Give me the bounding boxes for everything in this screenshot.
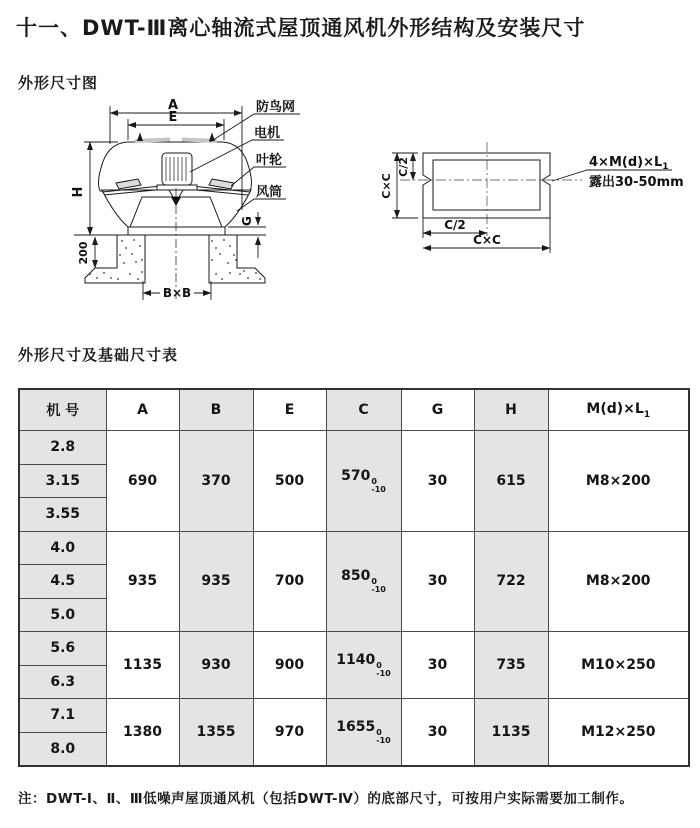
base-top-view-diagram (380, 120, 700, 270)
base-plate-outline (423, 153, 550, 218)
callout-expose-length: 露出30-50mm (589, 175, 684, 190)
label-motor: 电机 (254, 126, 281, 141)
model-cell: 6.3 (19, 665, 106, 699)
value-cell-b: 935 (179, 531, 253, 632)
dim-label-200: 200 (77, 241, 90, 265)
table-row (19, 699, 689, 733)
model-cell: 7.1 (19, 699, 106, 733)
table-row (19, 431, 689, 465)
value-cell-h: 615 (474, 431, 548, 532)
value-cell-m: M10×250 (548, 632, 689, 699)
dim-label-g: G (240, 216, 254, 226)
value-cell-e: 500 (253, 431, 326, 532)
dim-label-bxb: B×B (162, 286, 192, 300)
value-cell-e: 900 (253, 632, 326, 699)
table-row (19, 632, 689, 666)
col-header-b: B (179, 389, 253, 431)
page-title: 十一、DWT-Ⅲ离心轴流式屋顶通风机外形结构及安装尺寸 (16, 16, 586, 40)
value-cell-h: 1135 (474, 699, 548, 767)
value-cell-m: M8×200 (548, 531, 689, 632)
dim-label-e: E (168, 110, 178, 125)
value-cell-m: M12×250 (548, 699, 689, 767)
model-cell: 5.6 (19, 632, 106, 666)
label-bird-net: 防鸟网 (256, 100, 296, 115)
model-cell: 8.0 (19, 732, 106, 766)
col-header-model: 机 号 (19, 389, 106, 431)
value-cell-a: 1135 (106, 632, 179, 699)
model-cell: 4.5 (19, 565, 106, 599)
callout-anchor-bolts: $4\times M(d)\times L_1$ (589, 155, 669, 172)
model-cell: 2.8 (19, 431, 106, 465)
dim-label-a: A (167, 98, 179, 113)
value-cell-g: 30 (401, 531, 474, 632)
value-cell-h: 735 (474, 632, 548, 699)
value-cell-b: 930 (179, 632, 253, 699)
value-cell-g: 30 (401, 431, 474, 532)
value-cell-a: 935 (106, 531, 179, 632)
model-cell: 4.0 (19, 531, 106, 565)
label-wind-barrel: 风筒 (256, 185, 283, 200)
value-cell-h: 722 (474, 531, 548, 632)
model-cell: 3.15 (19, 464, 106, 498)
value-cell-a: 1380 (106, 699, 179, 767)
value-cell-g: 30 (401, 699, 474, 767)
col-header-h: H (474, 389, 548, 431)
bird-net-band (135, 140, 170, 142)
model-cell: 3.55 (19, 498, 106, 532)
value-cell-c: 1140 0 -10 (326, 632, 401, 699)
model-cell: 5.0 (19, 598, 106, 632)
motor-base (157, 185, 197, 190)
value-cell-b: 370 (179, 431, 253, 532)
value-cell-m: M8×200 (548, 431, 689, 532)
fan-side-view-diagram (60, 90, 360, 320)
col-header-g: G (401, 389, 474, 431)
table-row (19, 531, 689, 565)
value-cell-b: 1355 (179, 699, 253, 767)
value-cell-e: 700 (253, 531, 326, 632)
base-flange (128, 227, 225, 235)
value-cell-c: 570 0 -10 (326, 431, 401, 532)
roof-curb-left (85, 235, 145, 283)
dim-label-h: H (71, 186, 86, 198)
value-cell-c: 1655 0 -10 (326, 699, 401, 767)
roof-curb-right (209, 235, 265, 283)
dimensions-table (18, 388, 690, 767)
footnote-text: 注：DWT-Ⅰ、Ⅱ、Ⅲ低噪声屋顶通风机（包括DWT-Ⅳ）的底部尺寸，可按用户实际需要加工制作。 (18, 791, 634, 807)
section-heading-dimension-diagram: 外形尺寸图 (18, 74, 99, 92)
section-heading-dimension-table: 外形尺寸及基础尺寸表 (18, 346, 179, 364)
col-header-c: C (326, 389, 401, 431)
col-header-e: E (253, 389, 326, 431)
dim-label-c2-left: C/2 (397, 157, 410, 177)
dim-label-cxc-bottom: C×C (473, 233, 501, 247)
value-cell-g: 30 (401, 632, 474, 699)
value-cell-e: 970 (253, 699, 326, 767)
motor-body (162, 153, 192, 185)
dim-label-c2-bottom: C/2 (444, 218, 466, 232)
col-header-m: $M(d)\times L_1$ (548, 389, 689, 431)
label-impeller: 叶轮 (256, 153, 283, 168)
col-header-a: A (106, 389, 179, 431)
value-cell-a: 690 (106, 431, 179, 532)
dim-label-cxc-left: C×C (380, 173, 393, 199)
value-cell-c: 850 0 -10 (326, 531, 401, 632)
table-header-row (19, 389, 689, 431)
